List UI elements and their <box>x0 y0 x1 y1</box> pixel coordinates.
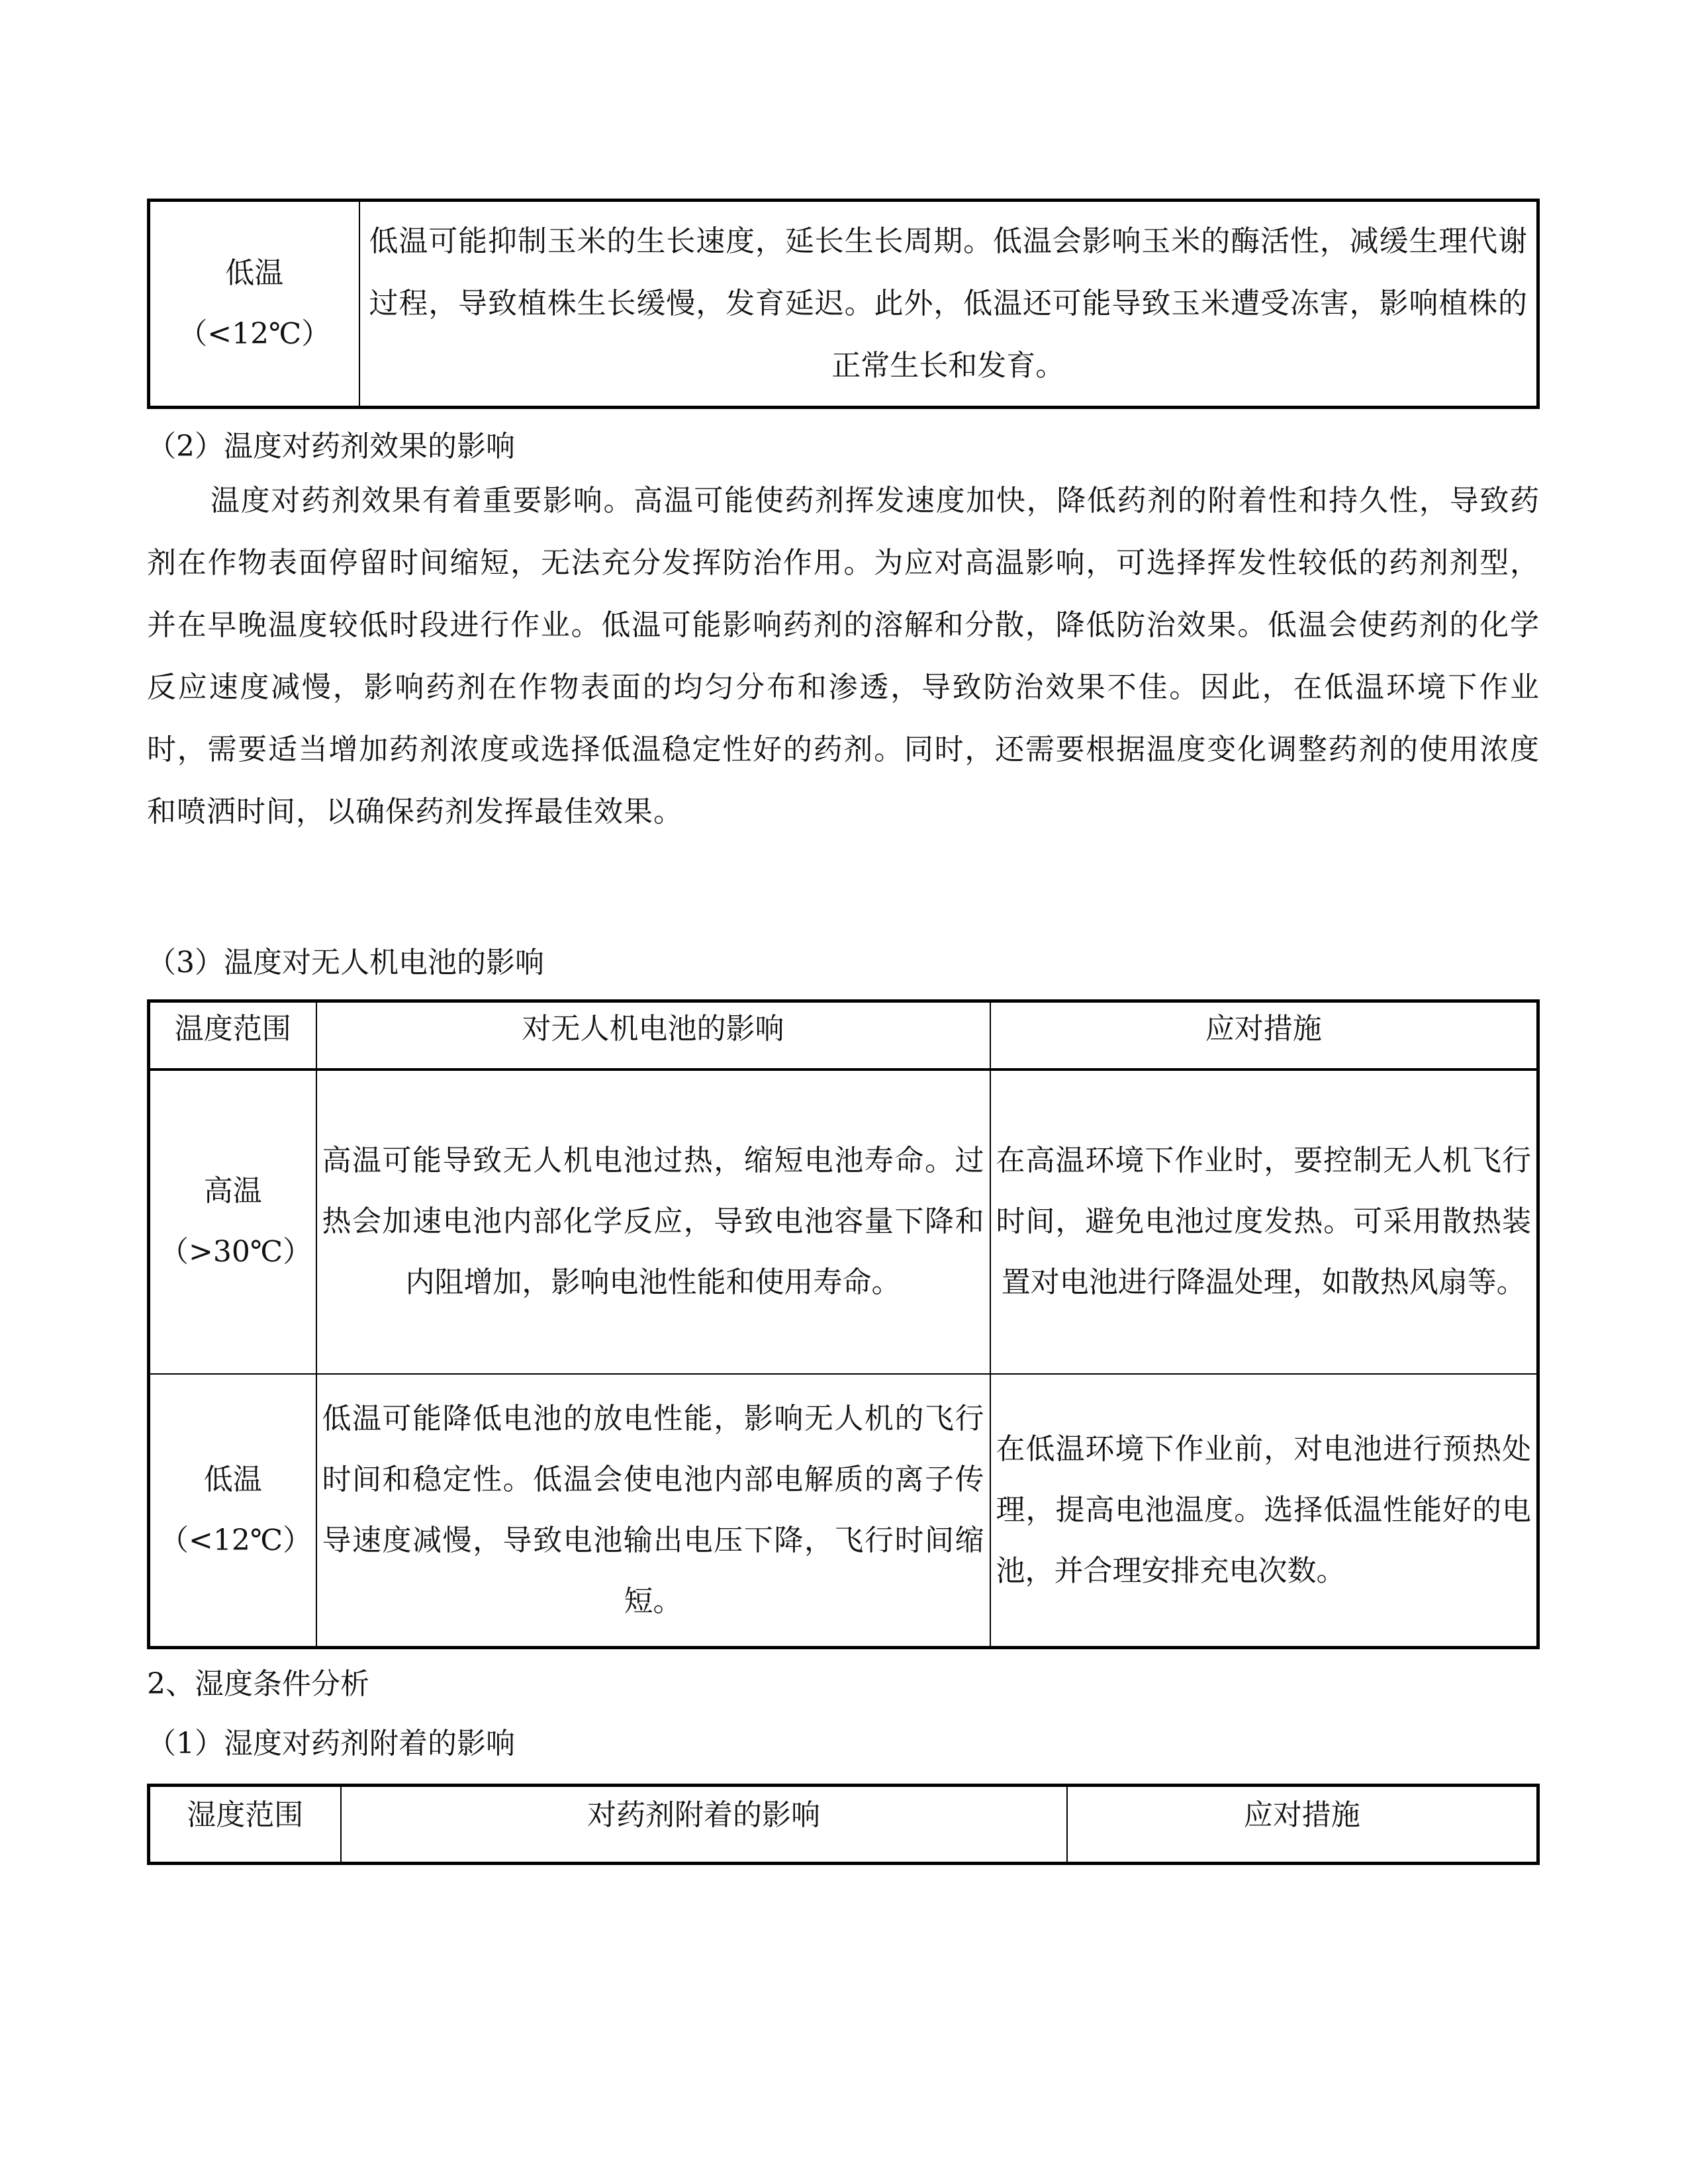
crop-temperature-table <box>147 199 1540 409</box>
header-range: 湿度范围 <box>149 1786 341 1864</box>
header-impact: 对药剂附着的影响 <box>341 1786 1067 1864</box>
effect-cell: 低温可能抑制玉米的生长速度，延长生长周期。低温会影响玉米的酶活性，减缓生理代谢过程，导致植株生长缓慢，发育延迟。此外，低温还可能导致玉米遭受冻害，影响植株的正常生长和发育。 <box>359 201 1538 408</box>
battery-temperature-table <box>147 999 1540 1649</box>
header-impact: 对无人机电池的影响 <box>316 1001 990 1069</box>
range-value: （<12℃） <box>160 1523 312 1557</box>
header-measures: 应对措施 <box>1067 1786 1538 1864</box>
subsection-heading-humidity-adhesion: （1）湿度对药剂附着的影响 <box>147 1727 515 1760</box>
range-value: （>30℃） <box>160 1235 312 1269</box>
section-heading-drug-effect: （2）温度对药剂效果的影响 <box>147 430 515 463</box>
section-heading-humidity: 2、湿度条件分析 <box>147 1667 369 1701</box>
table-header-row <box>149 1786 1538 1864</box>
humidity-table <box>147 1784 1540 1865</box>
range-label: 低温 <box>225 256 284 290</box>
table-header-row <box>149 1001 1538 1069</box>
paragraph-drug-effect: 温度对药剂效果有着重要影响。高温可能使药剂挥发速度加快，降低药剂的附着性和持久性，导致药剂在作物表面停留时间缩短，无法充分发挥防治作用。为应对高温影响，可选择挥发性较低的药剂剂型，并在早晚温度较低时段进行作业。低温可能影响药剂的溶解和分散，降低防治效果。低温会使药剂的化学反应速度减慢，影响药剂在作物表面的均匀分布和渗透，导致防治效果不佳。因此，在低温环境下作业时，需要适当增加药剂浓度或选择低温稳定性好的药剂。同时，还需要根据温度变化调整药剂的使用浓度和喷洒时间，以确保药剂发挥最佳效果。 <box>147 484 1540 829</box>
range-cell <box>149 1374 316 1648</box>
range-cell <box>149 201 359 408</box>
measures-cell: 在低温环境下作业前，对电池进行预热处理，提高电池温度。选择低温性能好的电池，并合理安排充电次数。 <box>990 1374 1538 1648</box>
header-measures: 应对措施 <box>990 1001 1538 1069</box>
range-label: 高温 <box>203 1174 262 1208</box>
table-row <box>149 1374 1538 1648</box>
impact-cell: 高温可能导致无人机电池过热，缩短电池寿命。过热会加速电池内部化学反应，导致电池容量下降和内阻增加，影响电池性能和使用寿命。 <box>316 1069 990 1374</box>
table-row <box>149 201 1538 408</box>
range-value: （<12℃） <box>178 317 331 351</box>
range-label: 低温 <box>203 1462 262 1496</box>
header-range: 温度范围 <box>149 1001 316 1069</box>
section-heading-battery: （3）温度对无人机电池的影响 <box>147 946 544 979</box>
impact-cell: 低温可能降低电池的放电性能，影响无人机的飞行时间和稳定性。低温会使电池内部电解质的离子传导速度减慢，导致电池输出电压下降，飞行时间缩短。 <box>316 1374 990 1648</box>
range-cell <box>149 1069 316 1374</box>
measures-cell: 在高温环境下作业时，要控制无人机飞行时间，避免电池过度发热。可采用散热装置对电池进行降温处理，如散热风扇等。 <box>990 1069 1538 1374</box>
table-row <box>149 1069 1538 1374</box>
